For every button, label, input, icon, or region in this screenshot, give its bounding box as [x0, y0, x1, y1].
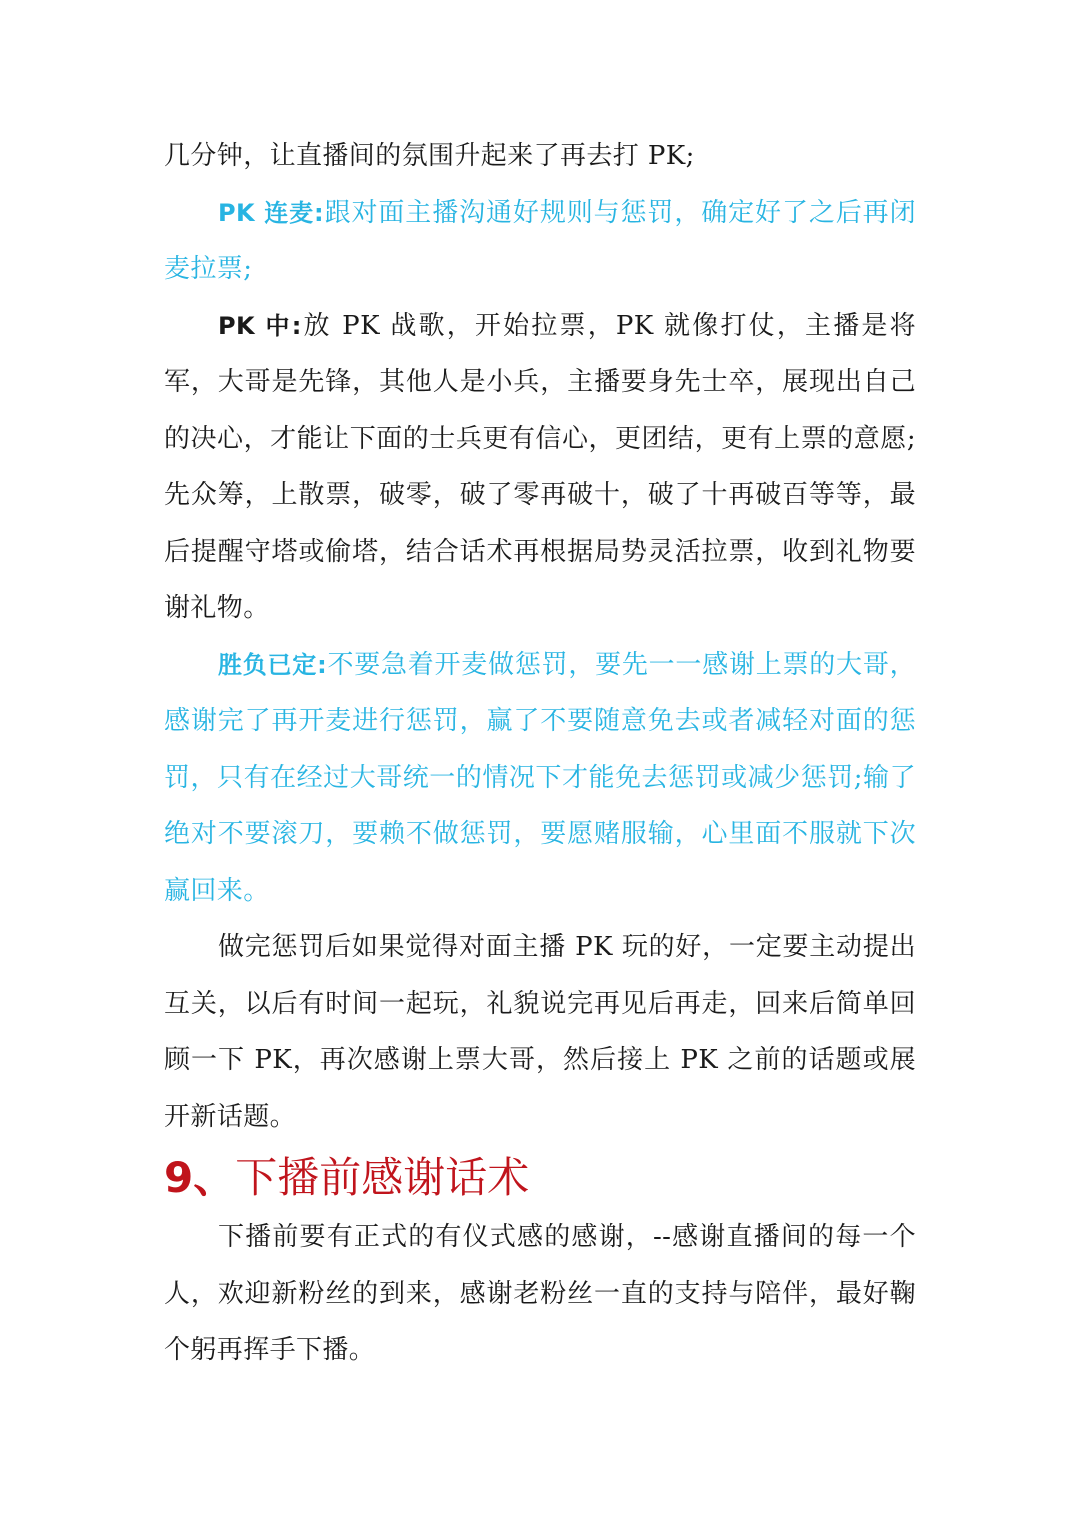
document-page [164, 128, 916, 1379]
paragraph-end-stream-thanks: 下播前要有正式的有仪式感的感谢，--感谢直播间的每一个人，欢迎新粉丝的到来，感谢老粉丝一直的支持与陪伴，最好鞠个躬再挥手下播。 [164, 1222, 916, 1365]
paragraph-pk-warmup: 几分钟，让直播间的氛围升起来了再去打 PK; [164, 141, 695, 171]
pk-connect-label: PK 连麦: [218, 198, 325, 227]
pk-result-text: 不要急着开麦做惩罚，要先一一感谢上票的大哥，感谢完了再开麦进行惩罚，赢了不要随意免去或者减轻对面的惩罚，只有在经过大哥统一的情况下才能免去惩罚或减少惩罚;输了绝对不要滚刀，要赖不做惩罚，要愿赌服输，心里面不服就下次赢回来。 [164, 649, 916, 906]
section-title: 下播前感谢话术 [235, 1153, 530, 1202]
paragraph-pk-during [164, 298, 916, 637]
paragraph-pk-after: 做完惩罚后如果觉得对面主播 PK 玩的好，一定要主动提出互关，以后有时间一起玩，礼貌说完再见后再走，回来后简单回顾一下 PK，再次感谢上票大哥，然后接上 PK 之前的话题或展开新话题。 [164, 932, 916, 1132]
paragraph-pk-result [164, 637, 916, 920]
paragraph-pk-connect [164, 185, 916, 298]
pk-result-label: 胜负已定: [218, 650, 328, 679]
section-heading [164, 1147, 916, 1209]
pk-connect-text: 跟对面主播沟通好规则与惩罚，确定好了之后再闭麦拉票; [164, 197, 916, 284]
pk-during-text: 放 PK 战歌，开始拉票，PK 就像打仗，主播是将军，大哥是先锋，其他人是小兵，主播要身先士卒，展现出自己的决心，才能让下面的士兵更有信心，更团结，更有上票的意愿;先众筹，上散票，破零，破了零再破十，破了十再破百等等，最后提醒守塔或偷塔，结合话术再根据局势灵活拉票，收到礼物要谢礼物。 [164, 310, 916, 623]
section-number: 9、 [164, 1153, 236, 1202]
pk-during-label: PK 中: [218, 311, 302, 340]
